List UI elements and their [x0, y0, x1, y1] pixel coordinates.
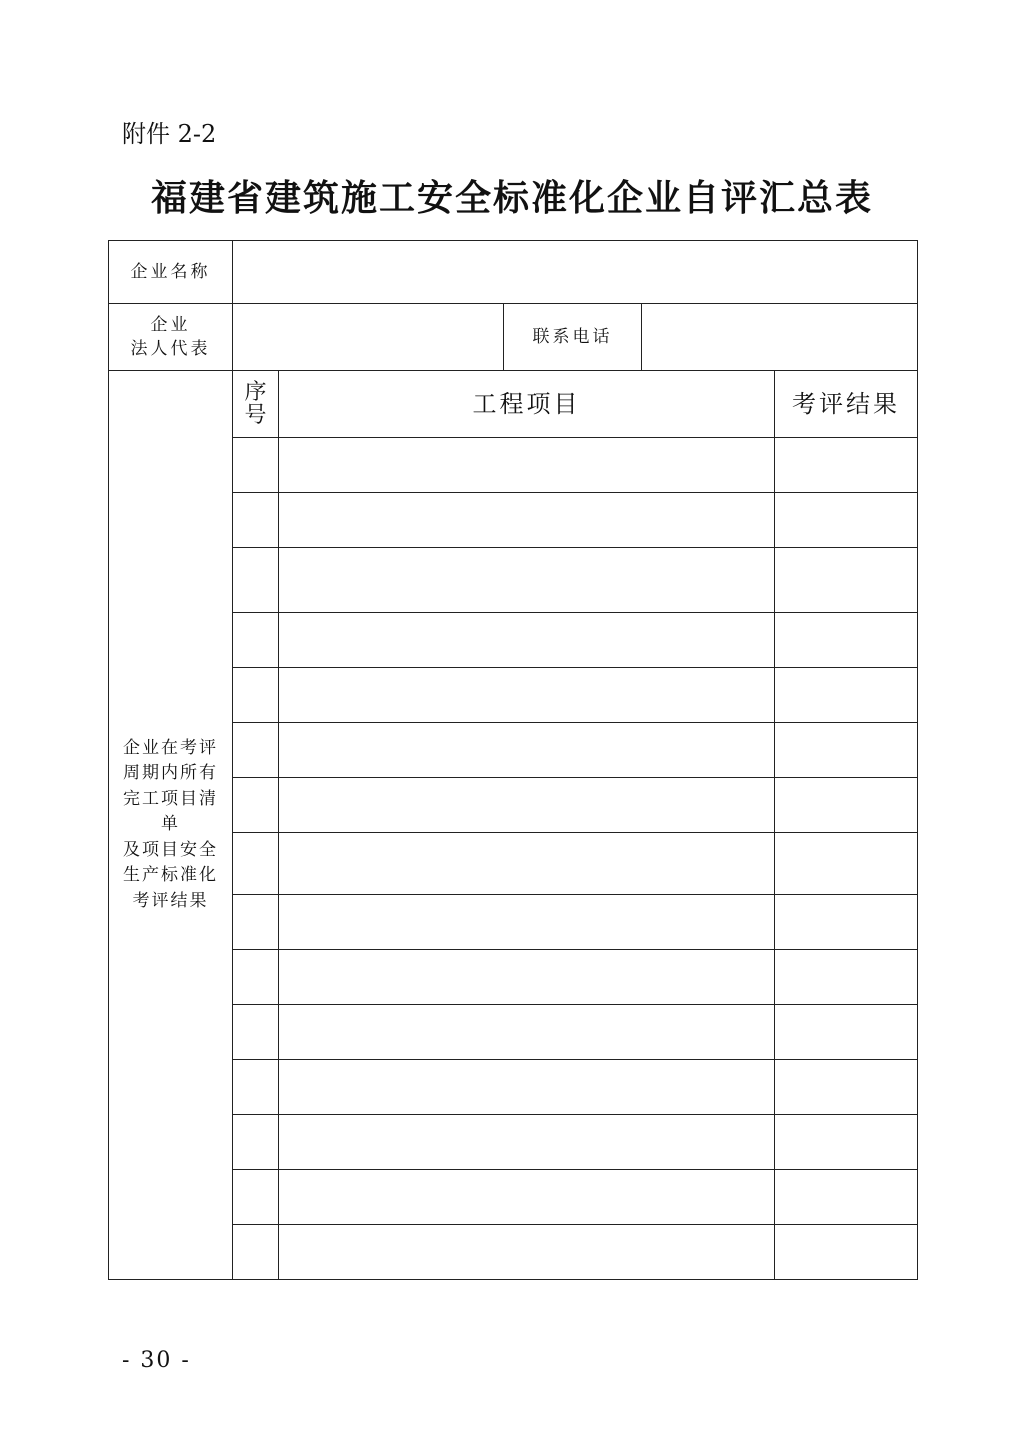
project-cell[interactable] [279, 1170, 775, 1225]
seq-cell[interactable] [233, 895, 279, 950]
phone-label: 联系电话 [504, 304, 642, 371]
column-header-row [109, 371, 918, 438]
result-cell[interactable] [775, 1170, 918, 1225]
col-seq-header [233, 371, 279, 438]
result-cell[interactable] [775, 1225, 918, 1280]
result-cell[interactable] [775, 493, 918, 548]
seq-cell[interactable] [233, 950, 279, 1005]
side-label-line: 及项目安全 [123, 839, 218, 860]
seq-cell[interactable] [233, 723, 279, 778]
result-cell[interactable] [775, 778, 918, 833]
seq-cell[interactable] [233, 1115, 279, 1170]
phone-field[interactable] [642, 304, 918, 371]
result-cell[interactable] [775, 1005, 918, 1060]
side-label-line: 单 [161, 814, 180, 835]
side-label-line: 周期内所有 [123, 763, 218, 784]
legal-rep-label [109, 304, 233, 371]
project-cell[interactable] [279, 438, 775, 493]
legal-rep-label-line2: 法人代表 [130, 339, 211, 359]
col-seq-line2: 号 [244, 403, 267, 428]
result-cell[interactable] [775, 613, 918, 668]
project-cell[interactable] [279, 1115, 775, 1170]
legal-rep-field[interactable] [233, 304, 504, 371]
company-name-row [109, 241, 918, 304]
page-number: - 30 - [122, 1348, 191, 1373]
seq-cell[interactable] [233, 1170, 279, 1225]
project-cell[interactable] [279, 778, 775, 833]
project-cell[interactable] [279, 723, 775, 778]
project-cell[interactable] [279, 548, 775, 613]
seq-cell[interactable] [233, 833, 279, 895]
seq-cell[interactable] [233, 548, 279, 613]
col-result-header: 考评结果 [775, 371, 918, 438]
project-cell[interactable] [279, 1225, 775, 1280]
result-cell[interactable] [775, 895, 918, 950]
side-label-line: 生产标准化 [123, 865, 218, 886]
side-label-line: 考评结果 [132, 890, 209, 911]
side-label-line: 完工项目清 [123, 788, 218, 809]
legal-rep-row [109, 304, 918, 371]
project-cell[interactable] [279, 668, 775, 723]
result-cell[interactable] [775, 1115, 918, 1170]
seq-cell[interactable] [233, 668, 279, 723]
company-name-label: 企业名称 [109, 241, 233, 304]
seq-cell[interactable] [233, 1225, 279, 1280]
page-title: 福建省建筑施工安全标准化企业自评汇总表 [150, 178, 873, 219]
project-cell[interactable] [279, 1060, 775, 1115]
legal-rep-label-line1: 企业 [150, 315, 191, 335]
project-list-side-label [109, 371, 233, 1280]
col-project-header: 工程项目 [279, 371, 775, 438]
project-cell[interactable] [279, 833, 775, 895]
seq-cell[interactable] [233, 613, 279, 668]
project-cell[interactable] [279, 493, 775, 548]
company-name-field[interactable] [233, 241, 918, 304]
seq-cell[interactable] [233, 493, 279, 548]
result-cell[interactable] [775, 548, 918, 613]
result-cell[interactable] [775, 668, 918, 723]
project-cell[interactable] [279, 1005, 775, 1060]
seq-cell[interactable] [233, 438, 279, 493]
self-evaluation-form [108, 240, 918, 1280]
side-label-line: 企业在考评 [123, 737, 218, 758]
result-cell[interactable] [775, 438, 918, 493]
project-cell[interactable] [279, 895, 775, 950]
project-cell[interactable] [279, 950, 775, 1005]
seq-cell[interactable] [233, 1060, 279, 1115]
result-cell[interactable] [775, 833, 918, 895]
result-cell[interactable] [775, 1060, 918, 1115]
result-cell[interactable] [775, 950, 918, 1005]
result-cell[interactable] [775, 723, 918, 778]
seq-cell[interactable] [233, 1005, 279, 1060]
col-seq-line1: 序 [244, 380, 267, 405]
project-cell[interactable] [279, 613, 775, 668]
attachment-label: 附件 2-2 [122, 120, 217, 148]
seq-cell[interactable] [233, 778, 279, 833]
